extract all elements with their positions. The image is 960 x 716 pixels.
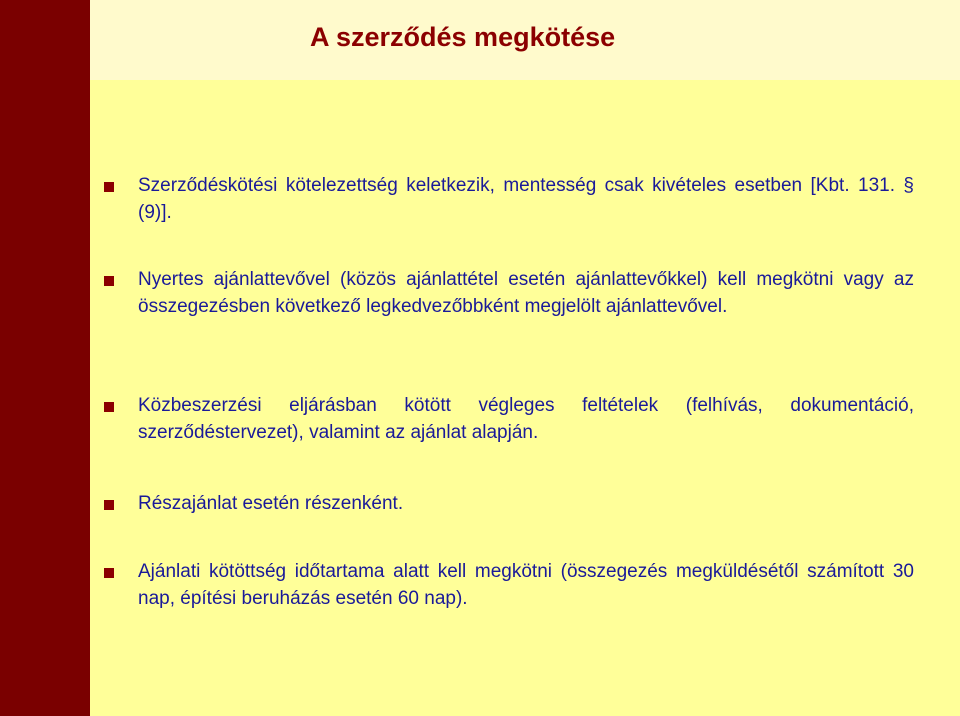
square-bullet-icon — [104, 182, 114, 192]
bullet-text: Részajánlat esetén részenként. — [138, 493, 404, 514]
bullet-text: Nyertes ajánlattevővel (közös ajánlattétel esetén ajánlattevőkkel) kell megkötni vagy az összegezésben következő legkedvezőbbként megjelölt ajánlattevővel. — [138, 269, 914, 317]
square-bullet-icon — [104, 500, 114, 510]
bullet-text: Ajánlati kötöttség időtartama alatt kell megkötni (összegezés megküldésétől számított 30 nap, építési beruházás esetén 60 nap). — [138, 561, 914, 609]
slide-title: A szerződés megkötése — [310, 22, 616, 52]
content-panel — [90, 80, 960, 716]
square-bullet-icon — [104, 276, 114, 286]
bullet-text: Közbeszerzési eljárásban kötött végleges feltételek (felhívás, dokumentáció, szerződéstervezet), valamint az ajánlat alapján. — [138, 395, 914, 443]
bullet-text: Szerződéskötési kötelezettség keletkezik, mentesség csak kivételes esetben [Kbt. 131. § (9)]. — [138, 175, 914, 223]
square-bullet-icon — [104, 402, 114, 412]
square-bullet-icon — [104, 568, 114, 578]
